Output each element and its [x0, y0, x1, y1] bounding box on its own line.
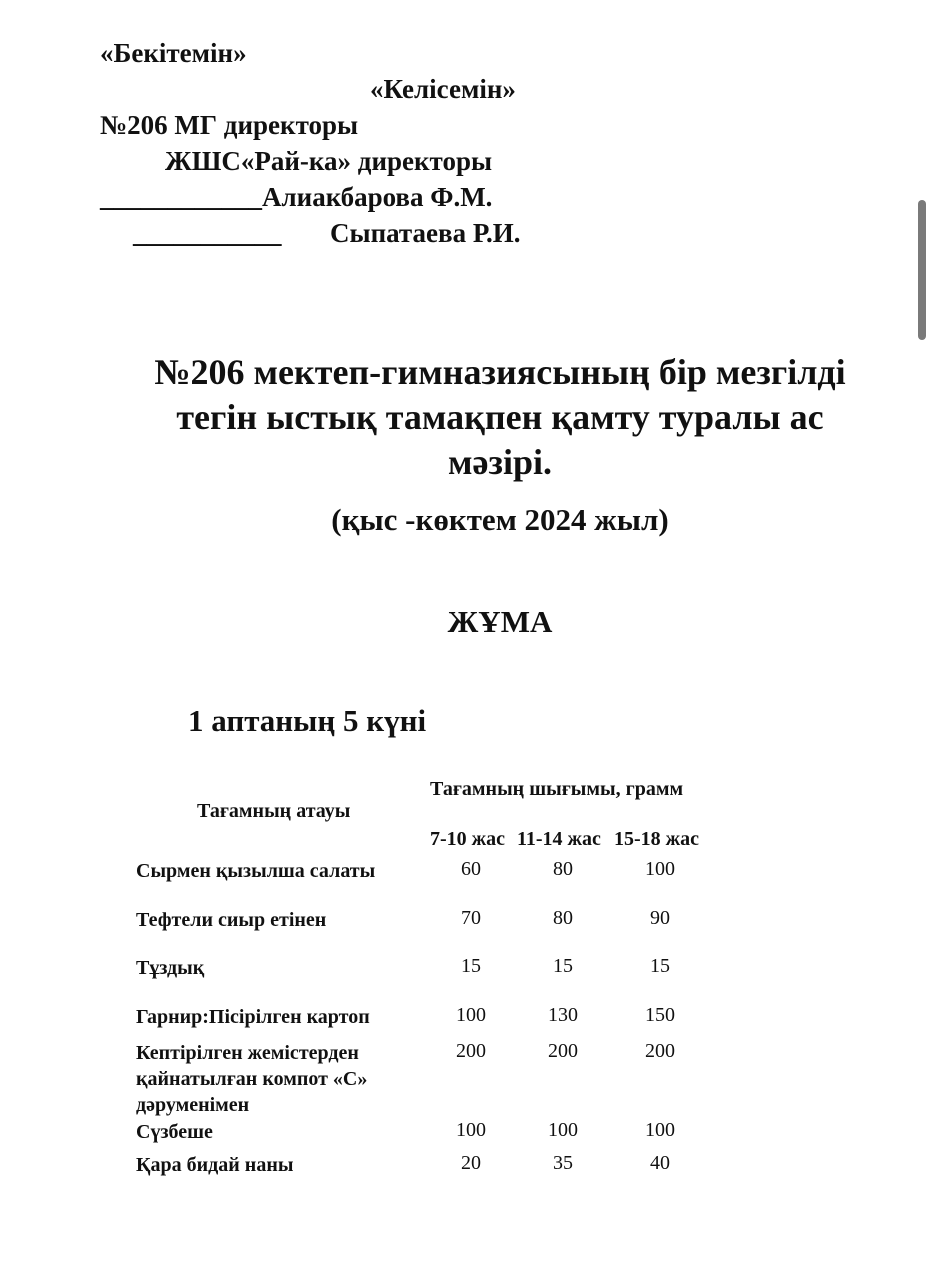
column-header-dish-name: Тағамның атауы: [197, 800, 351, 822]
approve-label: «Бекітемін»: [100, 38, 247, 68]
table-row-name: Тұздық: [136, 957, 205, 979]
company-director-label: ЖШС«Рай-ка» директоры: [165, 146, 493, 176]
table-row-name: Гарнир:Пісірілген картоп: [136, 1006, 370, 1028]
document-title-line3: мәзірі.: [448, 442, 552, 482]
table-cell: 130: [548, 1004, 578, 1026]
table-cell: 40: [650, 1152, 670, 1174]
scrollbar[interactable]: [918, 200, 926, 340]
table-row-name: Сырмен қызылша салаты: [136, 860, 376, 882]
table-cell: 100: [645, 858, 675, 880]
table-row-name: дәруменімен: [136, 1094, 250, 1116]
table-cell: 35: [553, 1152, 573, 1174]
day-heading: ЖҰМА: [447, 604, 553, 639]
table-cell: 200: [456, 1040, 486, 1062]
school-signature-line: ____________Алиакбарова Ф.М.: [100, 182, 493, 212]
column-header-age-3: 15-18 жас: [614, 828, 700, 850]
table-cell: 80: [553, 858, 573, 880]
table-cell: 15: [553, 955, 573, 977]
table-row-name: Қара бидай наны: [136, 1154, 294, 1176]
table-row-name: Кептірілген жемістерден: [136, 1042, 359, 1064]
table-row-name: Тефтели сиыр етінен: [136, 909, 327, 931]
document-title-line1: №206 мектеп-гимназиясының бір мезгілді: [154, 352, 846, 392]
company-signature-underline: ___________: [133, 218, 282, 248]
table-cell: 80: [553, 907, 573, 929]
table-cell: 100: [456, 1119, 486, 1141]
table-cell: 70: [461, 907, 481, 929]
week-day-heading: 1 аптаның 5 күні: [188, 703, 427, 738]
season-subtitle: (қыс -көктем 2024 жыл): [331, 502, 669, 537]
school-director-label: №206 МГ директоры: [100, 110, 359, 140]
agree-label: «Келісемін»: [370, 74, 516, 104]
document-title-line2: тегін ыстық тамақпен қамту туралы ас: [176, 397, 824, 437]
table-cell: 15: [650, 955, 670, 977]
column-header-age-1: 7-10 жас: [430, 828, 506, 850]
table-cell: 20: [461, 1152, 481, 1174]
table-cell: 90: [650, 907, 670, 929]
table-cell: 150: [645, 1004, 675, 1026]
table-cell: 100: [548, 1119, 578, 1141]
table-cell: 200: [548, 1040, 578, 1062]
table-cell: 200: [645, 1040, 675, 1062]
column-header-age-2: 11-14 жас: [517, 828, 601, 850]
table-cell: 15: [461, 955, 481, 977]
column-header-yield: Тағамның шығымы, грамм: [430, 778, 684, 800]
table-cell: 100: [456, 1004, 486, 1026]
company-signature-name: Сыпатаева Р.И.: [330, 218, 521, 248]
table-cell: 100: [645, 1119, 675, 1141]
table-cell: 60: [461, 858, 481, 880]
table-row-name: Сүзбеше: [136, 1121, 213, 1143]
table-row-name: қайнатылған компот «С»: [136, 1068, 368, 1090]
